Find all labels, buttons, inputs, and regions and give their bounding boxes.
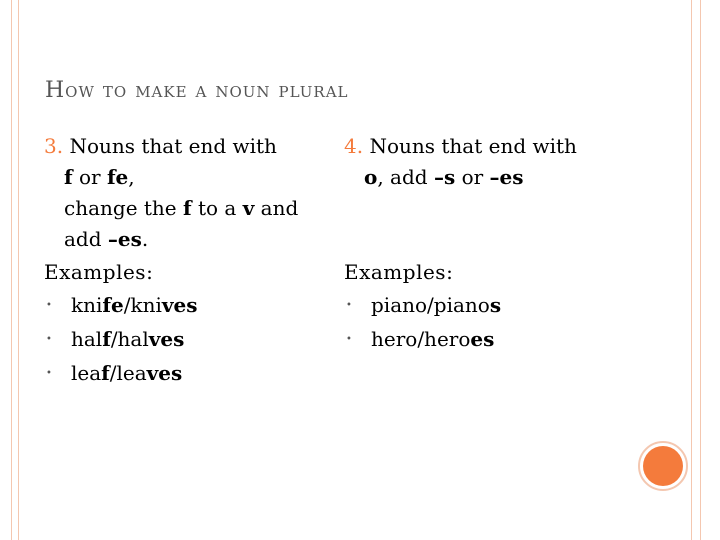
- rule-change-mid: to a: [191, 196, 243, 220]
- rule-es: –es: [489, 165, 524, 189]
- list-item: [344, 322, 634, 356]
- rule-change-post: and: [254, 196, 299, 220]
- rule-3-line-1: [44, 131, 334, 162]
- example-part: hero/hero: [371, 326, 471, 351]
- example-part: hal: [71, 326, 103, 351]
- bullet-icon: •: [46, 333, 52, 345]
- rule-4-line-2: [344, 162, 634, 193]
- rule-change-v: v: [242, 196, 255, 220]
- example-part: lea: [71, 360, 102, 385]
- bullet-icon: •: [46, 299, 52, 311]
- example-part: /kni: [123, 292, 162, 317]
- left-border-line-inner: [18, 0, 19, 540]
- example-bold: es: [470, 326, 495, 351]
- rule-change-pre: change the: [64, 196, 183, 220]
- example-bold: s: [489, 292, 502, 317]
- list-item: [44, 288, 334, 322]
- example-bold: f: [102, 326, 111, 351]
- list-item: [44, 322, 334, 356]
- example-part: /hal: [110, 326, 149, 351]
- rule-add-post: .: [141, 227, 149, 251]
- left-border-line-outer: [11, 0, 12, 540]
- rule-add-pre: add: [64, 227, 108, 251]
- rule-change-f: f: [183, 196, 192, 220]
- example-bold: ves: [146, 360, 183, 385]
- rule-3-line-2: [44, 162, 334, 193]
- list-item: [44, 356, 334, 390]
- example-bold: f: [101, 360, 110, 385]
- rule-fe: fe: [106, 165, 129, 189]
- rule-comma: ,: [128, 165, 135, 189]
- left-column: [44, 131, 334, 390]
- rule-3-line-3: [44, 193, 334, 224]
- rule-number: 4.: [344, 134, 364, 158]
- examples-heading: Examples:: [344, 260, 454, 284]
- list-item: [344, 288, 634, 322]
- rule-o: o: [364, 165, 378, 189]
- right-border-line-inner: [691, 0, 692, 540]
- example-bold: ves: [161, 292, 198, 317]
- right-column: [344, 131, 634, 356]
- rule-s: –s: [433, 165, 456, 189]
- rule-f: f: [64, 165, 73, 189]
- bullet-icon: •: [46, 367, 52, 379]
- rule-number: 3.: [44, 134, 64, 158]
- rule-add: , add: [377, 165, 434, 189]
- bullet-icon: •: [346, 333, 352, 345]
- spacer: [344, 193, 634, 255]
- example-part: piano/piano: [371, 292, 490, 317]
- rule-4-line-1: [344, 131, 634, 162]
- decorative-circle-dot: [643, 446, 683, 486]
- examples-heading: Examples:: [44, 260, 154, 284]
- bullet-icon: •: [346, 299, 352, 311]
- rule-text: Nouns that end with: [363, 134, 577, 158]
- example-bold: ves: [148, 326, 185, 351]
- slide-title: How to make a noun plural: [45, 78, 349, 103]
- rule-text: Nouns that end with: [63, 134, 277, 158]
- rule-3-line-4: [44, 224, 334, 255]
- right-border-line-outer: [700, 0, 701, 540]
- rule-or: or: [455, 165, 490, 189]
- example-part: kni: [71, 292, 103, 317]
- example-bold: fe: [102, 292, 124, 317]
- rule-add-es: –es: [107, 227, 142, 251]
- rule-or: or: [72, 165, 107, 189]
- example-part: /lea: [109, 360, 147, 385]
